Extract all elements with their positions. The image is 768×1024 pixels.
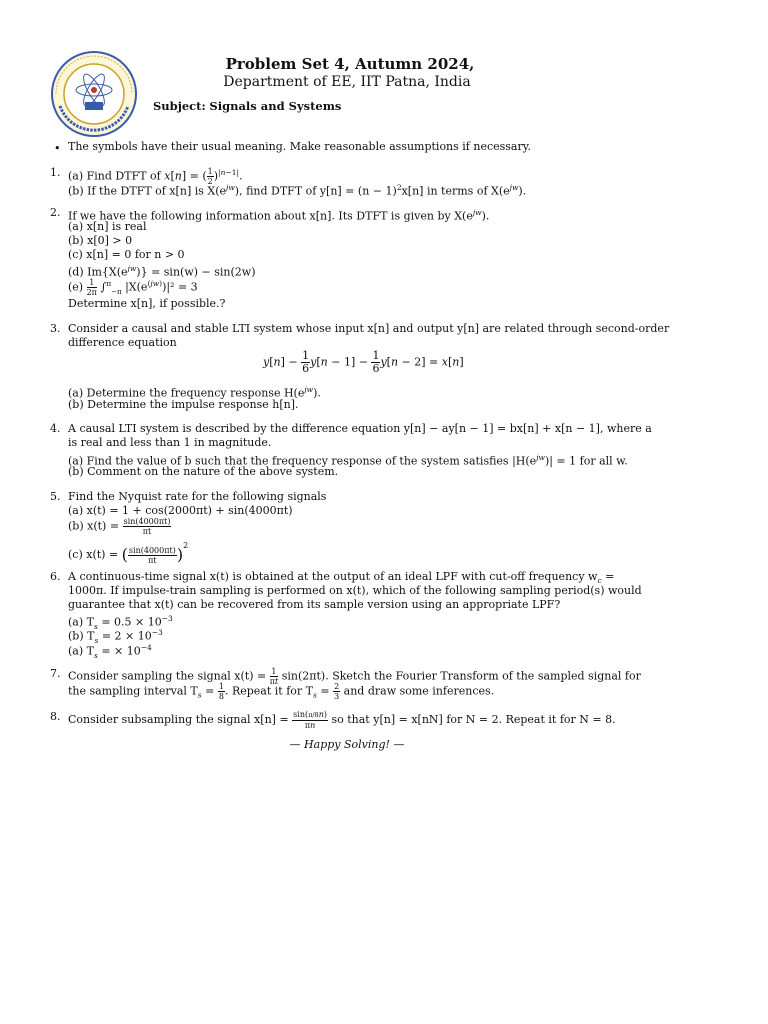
problem-5c-frac-num: sin(4000πt) bbox=[128, 545, 176, 555]
problem-6a: (a) $T_s = 0.5 \times 10^{-3}$ bbox=[68, 614, 173, 631]
problem-2e-text: |X(e bbox=[125, 280, 148, 294]
problem-2d: (d) $Im\{X(e^{jw})\} = \sin(w) - \sin(2w)$ bbox=[68, 264, 256, 279]
problem-8-line: Consider subsampling the signal x[n] = $\frac{\sin(\pi/8n)}{\pi n}$ so that y[n] = x[nN] for N = 2. Repeat it for N = 8. bbox=[68, 710, 616, 730]
bullet-icon: • bbox=[54, 142, 61, 155]
problem-6a-text: (a) T bbox=[68, 615, 94, 629]
problem-7-number: 7. bbox=[50, 667, 61, 680]
department-line: Department of EE, IIT Patna, India bbox=[223, 74, 471, 90]
problem-8-text-a: Consider subsampling the signal x[n] = bbox=[68, 713, 289, 726]
problem-2b: (b) x[0] > 0 bbox=[68, 234, 133, 247]
problem-2-intro-text: If we have the following information about x[n]. Its DTFT is given by X(e bbox=[68, 209, 473, 223]
problem-4a-tail: )| = 1 for all w. bbox=[544, 454, 628, 468]
problem-7-line1b: sin(2πt). Sketch the Fourier Transform of the sampled signal for bbox=[281, 669, 641, 683]
problem-2e-end: )|² = 3 bbox=[162, 280, 198, 294]
problem-1b: (b) If the DTFT of x[n] is $X(e^{jw})$, find DTFT of $y[n] = (n - 1)^2x[n]$ in terms of $X(e^{jw})$. bbox=[68, 183, 527, 198]
problem-2e: (e) $\frac{1}{2\pi}$ ∫$^\pi_{-\pi}$ $|X(e^{(jw)})|^2 = 3$ bbox=[68, 278, 198, 298]
problem-5b bbox=[68, 517, 171, 536]
problem-3-line2: difference equation bbox=[68, 336, 177, 349]
problem-7-line2a: the sampling interval T bbox=[68, 684, 198, 698]
problem-6c-tail: = × 10 bbox=[97, 644, 141, 658]
problem-1-number: 1. bbox=[50, 166, 61, 179]
problem-2d-text: (d) Im{X(e bbox=[68, 265, 128, 279]
problem-1b-end: x[n] in terms of X(e bbox=[401, 184, 510, 198]
problem-6-line1-text: A continuous-time signal x(t) is obtained at the output of an ideal LPF with cut-off frequency w bbox=[68, 570, 598, 583]
problem-4-line1: A causal LTI system is described by the difference equation y[n] − ay[n − 1] = bx[n] + x[n − 1], where a bbox=[68, 422, 652, 435]
problem-4b: (b) Comment on the nature of the above system. bbox=[68, 465, 339, 478]
problem-2c: (c) x[n] = 0 for n > 0 bbox=[68, 248, 185, 261]
problem-6b-exp: −3 bbox=[151, 628, 163, 637]
problem-6-line3: guarantee that x(t) can be recovered from its sample version using an appropriate LPF? bbox=[68, 598, 561, 611]
problem-7-line2: the sampling interval $T_s$ = $\frac{1}{8}$ . Repeat it for $T_s$ = $\frac{2}{3}$ and draw some inferences. bbox=[68, 682, 495, 701]
problem-4a-text: (a) Find the value of b such that the frequency response of the system satisfies |H(e bbox=[68, 454, 537, 468]
problem-5a: (a) x(t) = 1 + cos(2000πt) + sin(4000πt) bbox=[68, 504, 293, 517]
problem-2a: (a) x[n] is real bbox=[68, 220, 147, 233]
problem-5b-text: (b) x(t) = bbox=[68, 519, 120, 533]
problem-6b-tail: = 2 × 10 bbox=[98, 629, 152, 643]
problem-6c: (a) $T_s$ = × $10^{-4}$ bbox=[68, 643, 152, 660]
problem-1b-tail: ), find DTFT of y[n] = (n − 1) bbox=[234, 184, 397, 198]
happy-solving-footer: — Happy Solving! — bbox=[289, 738, 405, 751]
problem-3-line1: Consider a causal and stable LTI system whose input x[n] and output y[n] are related through second-order bbox=[68, 322, 670, 335]
problem-4a: (a) Find the value of b such that the frequency response of the system satisfies $|H(e^{jw})| = 1$ for all w. bbox=[68, 453, 628, 468]
problem-6b-text: (b) T bbox=[68, 629, 95, 643]
problem-5c: (c) x(t) = ( $\frac{\sin(4000\pi t)}{\pi t}$ )$^2$ bbox=[68, 541, 189, 565]
problem-2d-tail: )} = sin(w) − sin(2w) bbox=[136, 265, 256, 279]
problem-3a-text: (a) Determine the frequency response H(e bbox=[68, 386, 305, 400]
problem-3b: (b) Determine the impulse response h[n]. bbox=[68, 398, 299, 411]
subject-label: Subject: bbox=[153, 99, 206, 113]
problem-4-line2: is real and less than 1 in magnitude. bbox=[68, 436, 272, 449]
problem-5b-frac-num: sin(4000πt) bbox=[123, 517, 171, 526]
problem-5b-frac-den: πt bbox=[142, 527, 152, 536]
problem-6-line2: 1000π. If impulse-train sampling is performed on x(t), which of the following sampling period(s) would bbox=[68, 584, 642, 597]
subject-line bbox=[153, 99, 341, 113]
problem-5-number: 5. bbox=[50, 490, 61, 503]
problem-3a: (a) Determine the frequency response $H(e^{jw})$. bbox=[68, 385, 321, 400]
problem-6-line1: A continuous-time signal x(t) is obtained at the output of an ideal LPF with cut-off frequency $w_c$ = bbox=[68, 570, 615, 586]
problem-7-line1: Consider sampling the signal x(t) = $\frac{1}{\pi t}$ sin(2πt). Sketch the Fourier Transform of the sampled signal for bbox=[68, 667, 641, 686]
problem-8-number: 8. bbox=[50, 710, 61, 723]
problem-6-line1-end: = bbox=[601, 570, 615, 583]
problem-1a: (a) Find DTFT of x[n] = ( $\frac{1}{2}$ )$^{|n-1|}$. bbox=[68, 167, 243, 187]
problem-2-number: 2. bbox=[50, 206, 61, 219]
problem-6a-exp: −3 bbox=[161, 614, 173, 623]
problem-6a-tail: = 0.5 × 10 bbox=[97, 615, 162, 629]
problem-2-intro: If we have the following information about x[n]. Its DTFT is given by $X(e^{jw})$. bbox=[68, 208, 490, 223]
problem-5c-frac-den: πt bbox=[148, 555, 157, 565]
problem-5c-text: (c) x(t) = bbox=[68, 548, 119, 561]
instruction-note: The symbols have their usual meaning. Make reasonable assumptions if necessary. bbox=[68, 140, 531, 153]
problem-1b-text: (b) If the DTFT of x[n] is X(e bbox=[68, 184, 227, 198]
problem-6-number: 6. bbox=[50, 570, 61, 583]
problem-7-line2b: Repeat it for T bbox=[231, 684, 313, 698]
problem-7-line1a: Consider sampling the signal x(t) = bbox=[68, 669, 267, 683]
problem-3-number: 3. bbox=[50, 322, 61, 335]
subject-value: Signals and Systems bbox=[209, 99, 342, 113]
problem-2-final: Determine x[n], if possible.? bbox=[68, 297, 226, 310]
problem-1a-text: (a) Find DTFT of bbox=[68, 169, 161, 183]
problem-6b: (b) $T_s = 2 \times 10^{-3}$ bbox=[68, 628, 163, 645]
problem-8-text-b: so that y[n] = x[nN] for N = 2. Repeat it for N = 8. bbox=[331, 713, 616, 726]
problem-6c-exp: −4 bbox=[140, 643, 152, 652]
problem-set-title: Problem Set 4, Autumn 2024, bbox=[225, 55, 475, 73]
problem-7-line2c: and draw some inferences. bbox=[343, 684, 495, 698]
problem-3-equation: y[n] − $\frac{1}{6}$ y[n − 1] − $\frac{1}{6}$ y[n − 2] = x[n] bbox=[263, 349, 464, 375]
problem-5-intro: Find the Nyquist rate for the following signals bbox=[68, 490, 327, 503]
problem-6c-text: (a) T bbox=[68, 644, 94, 658]
problem-4-number: 4. bbox=[50, 422, 61, 435]
